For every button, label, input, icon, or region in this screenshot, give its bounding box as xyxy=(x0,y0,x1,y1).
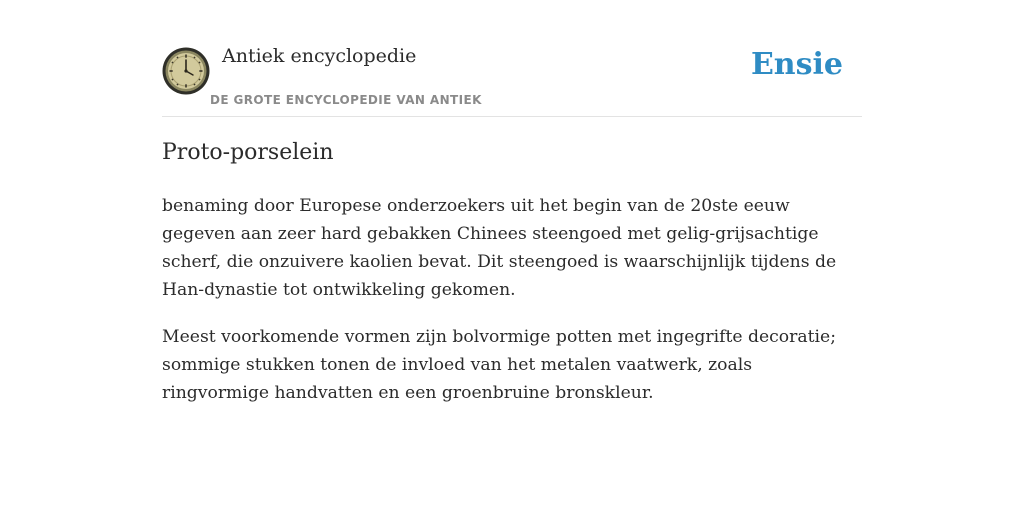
brand-logo-link[interactable]: Ensie xyxy=(750,47,843,82)
site-header xyxy=(162,0,862,117)
entry-title: Proto-porselein xyxy=(162,140,334,165)
definition-paragraph: benaming door Europese onderzoekers uit het begin van de 20ste eeuw gegeven aan zeer hard gebakken Chinees steengoed met gelig-grijsachtige scherf, die onzuivere kaolien bevat. Dit steengoed is waarschijnlijk tijdens de Han-dynastie tot ontwikkeling gekomen. xyxy=(162,196,837,300)
page xyxy=(162,0,862,512)
entry-definition xyxy=(162,192,862,426)
antique-clock-icon[interactable] xyxy=(162,47,210,95)
site-subtitle: DE GROTE ENCYCLOPEDIE VAN ANTIEK xyxy=(210,93,482,107)
site-title[interactable]: Antiek encyclopedie xyxy=(222,45,417,67)
definition-paragraph: Meest voorkomende vormen zijn bolvormige potten met ingegrifte decoratie; sommige stukken tonen de invloed van het metalen vaatwerk, zoals ringvormige handvatten en een groenbruine bronskleur. xyxy=(162,327,836,403)
